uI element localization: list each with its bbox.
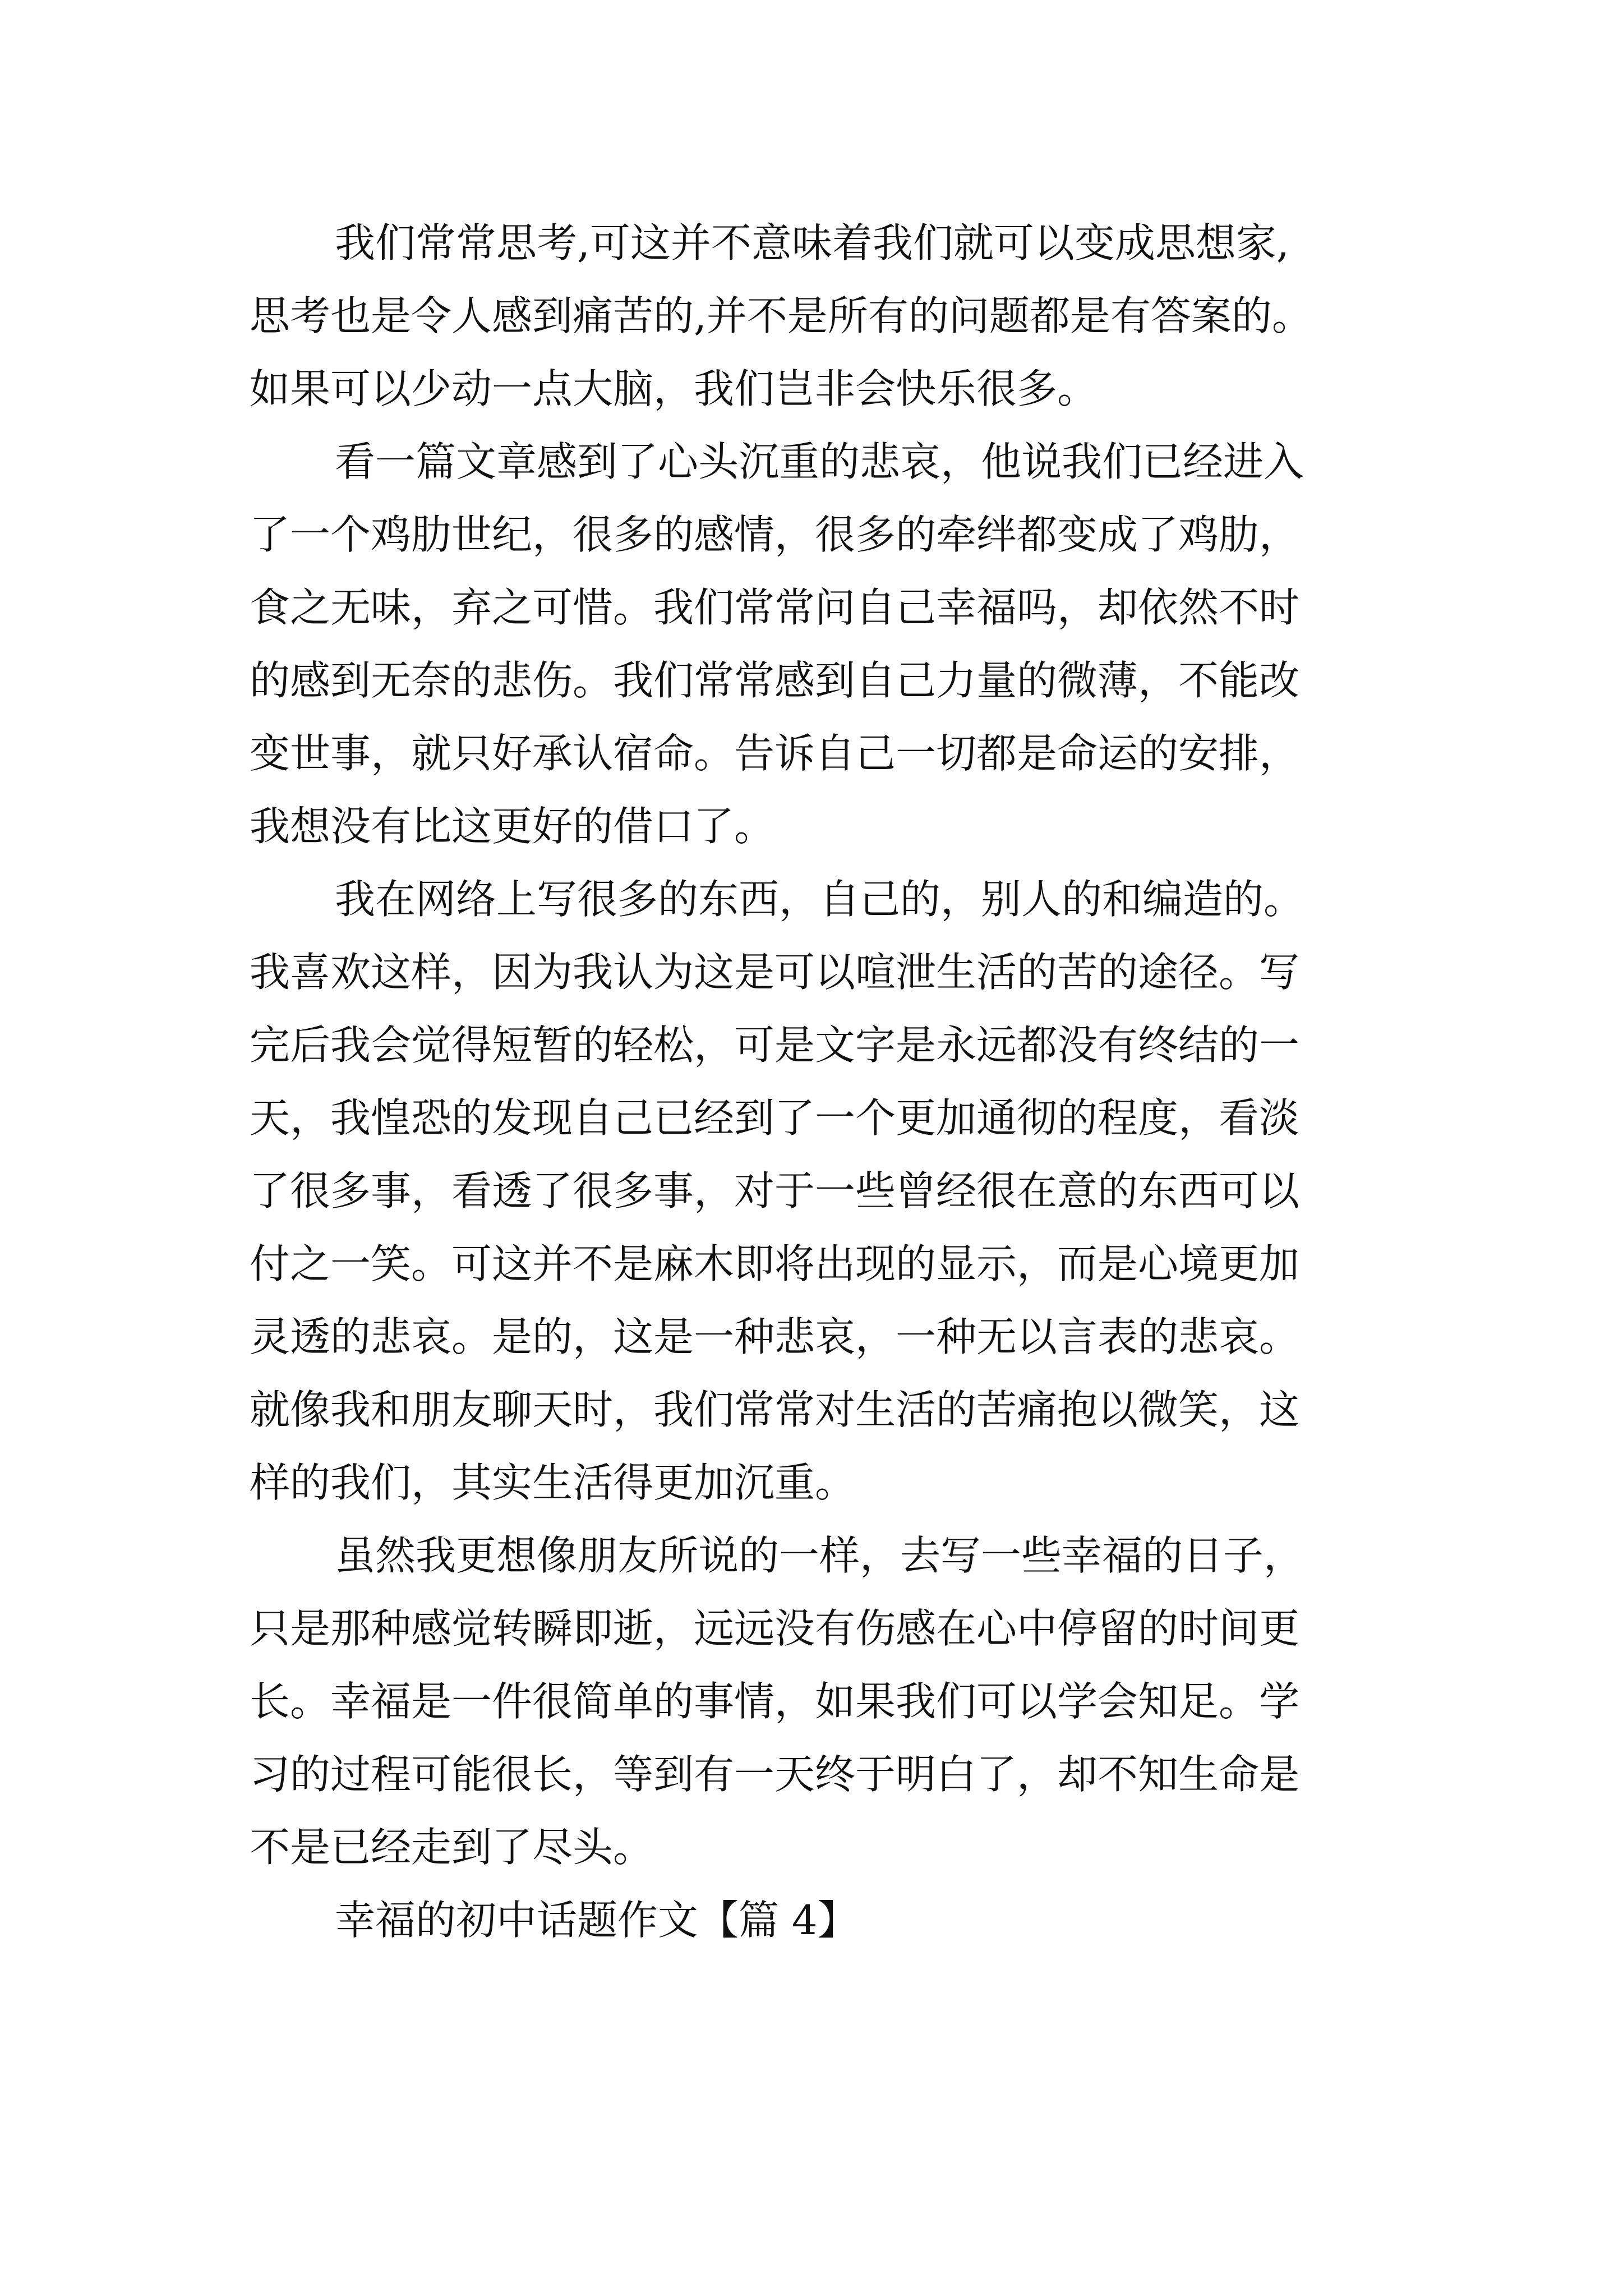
section-heading: 幸福的初中话题作文【篇 4】 bbox=[335, 1897, 858, 1944]
text-line: 灵透的悲哀。是的，这是一种悲哀，一种无以言表的悲哀。 bbox=[250, 1313, 1300, 1360]
text-line: 我们常常思考,可这并不意味着我们就可以变成思想家, bbox=[335, 219, 1289, 266]
text-line: 长。幸福是一件很简单的事情，如果我们可以学会知足。学 bbox=[250, 1678, 1300, 1725]
text-line: 完后我会觉得短暂的轻松，可是文字是永远都没有终结的一 bbox=[250, 1022, 1300, 1069]
text-line: 了很多事，看透了很多事，对于一些曾经很在意的东西可以 bbox=[250, 1167, 1300, 1214]
text-line: 不是已经走到了尽头。 bbox=[250, 1824, 654, 1871]
text-line: 天，我惶恐的发现自己已经到了一个更加通彻的程度，看淡 bbox=[250, 1094, 1300, 1142]
text-line: 虽然我更想像朋友所说的一样，去写一些幸福的日子， bbox=[335, 1532, 1304, 1579]
text-line: 习的过程可能很长，等到有一天终于明白了，却不知生命是 bbox=[250, 1751, 1300, 1798]
text-line: 就像我和朋友聊天时，我们常常对生活的苦痛抱以微笑，这 bbox=[250, 1386, 1300, 1433]
text-line: 思考也是令人感到痛苦的,并不是所有的问题都是有答案的。 bbox=[250, 292, 1312, 339]
text-line: 了一个鸡肋世纪，很多的感情，很多的牵绊都变成了鸡肋， bbox=[250, 511, 1300, 558]
text-line: 样的我们，其实生活得更加沉重。 bbox=[250, 1459, 856, 1506]
text-line: 变世事，就只好承认宿命。告诉自己一切都是命运的安排， bbox=[250, 730, 1300, 777]
text-line: 我在网络上写很多的东西，自己的，别人的和编造的。 bbox=[335, 876, 1304, 923]
text-line: 我想没有比这更好的借口了。 bbox=[250, 803, 775, 850]
text-line: 只是那种感觉转瞬即逝，远远没有伤感在心中停留的时间更 bbox=[250, 1605, 1300, 1652]
text-line: 看一篇文章感到了心头沉重的悲哀，他说我们已经进入 bbox=[335, 438, 1304, 485]
text-line: 如果可以少动一点大脑，我们岂非会快乐很多。 bbox=[250, 365, 1098, 412]
text-line: 食之无味，弃之可惜。我们常常问自己幸福吗，却依然不时 bbox=[250, 584, 1300, 631]
text-line: 的感到无奈的悲伤。我们常常感到自己力量的微薄，不能改 bbox=[250, 657, 1300, 704]
text-line: 付之一笑。可这并不是麻木即将出现的显示，而是心境更加 bbox=[250, 1240, 1300, 1287]
text-line: 我喜欢这样，因为我认为这是可以喧泄生活的苦的途径。写 bbox=[250, 949, 1300, 996]
